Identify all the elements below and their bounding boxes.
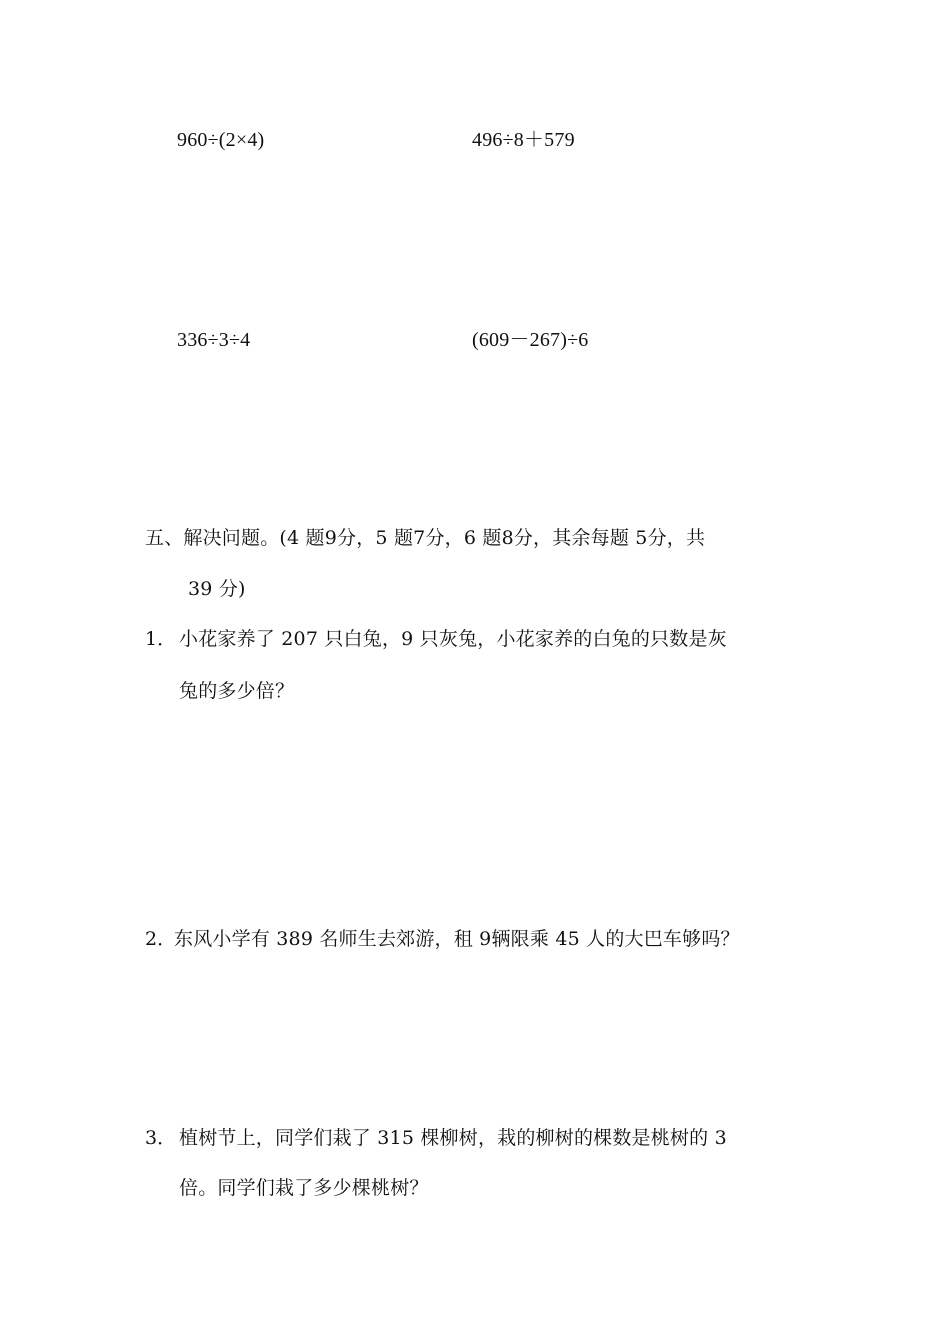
section-heading: 五、解决问题。(4 题9分，5 题7分，6 题8分，其余每题 5分，共: [145, 527, 706, 549]
calc-expression-1: 960÷(2×4): [177, 129, 265, 151]
problem-number: 2．: [145, 928, 177, 950]
problem-3-text: 植树节上，同学们栽了 315 棵柳树，栽的柳树的棵数是桃树的 3: [179, 1127, 727, 1149]
calc-expression-2: 496÷8＋579: [472, 129, 575, 151]
problem-number: 3．: [145, 1127, 177, 1149]
calc-expression-3: 336÷3÷4: [177, 329, 251, 351]
calc-expression-4: (609－267)÷6: [472, 329, 589, 351]
problem-3-text-continued: 倍。同学们栽了多少棵桃树？: [179, 1177, 429, 1199]
section-heading-continued: 39 分): [188, 578, 246, 600]
problem-1-text: 小花家养了 207 只白兔，9 只灰兔，小花家养的白兔的只数是灰: [179, 628, 727, 650]
problem-number: 1．: [145, 628, 177, 650]
problem-1-text-continued: 兔的多少倍？: [179, 680, 295, 702]
problem-2-text: 东风小学有 389 名师生去郊游，租 9辆限乘 45 人的大巴车够吗？: [174, 928, 740, 950]
